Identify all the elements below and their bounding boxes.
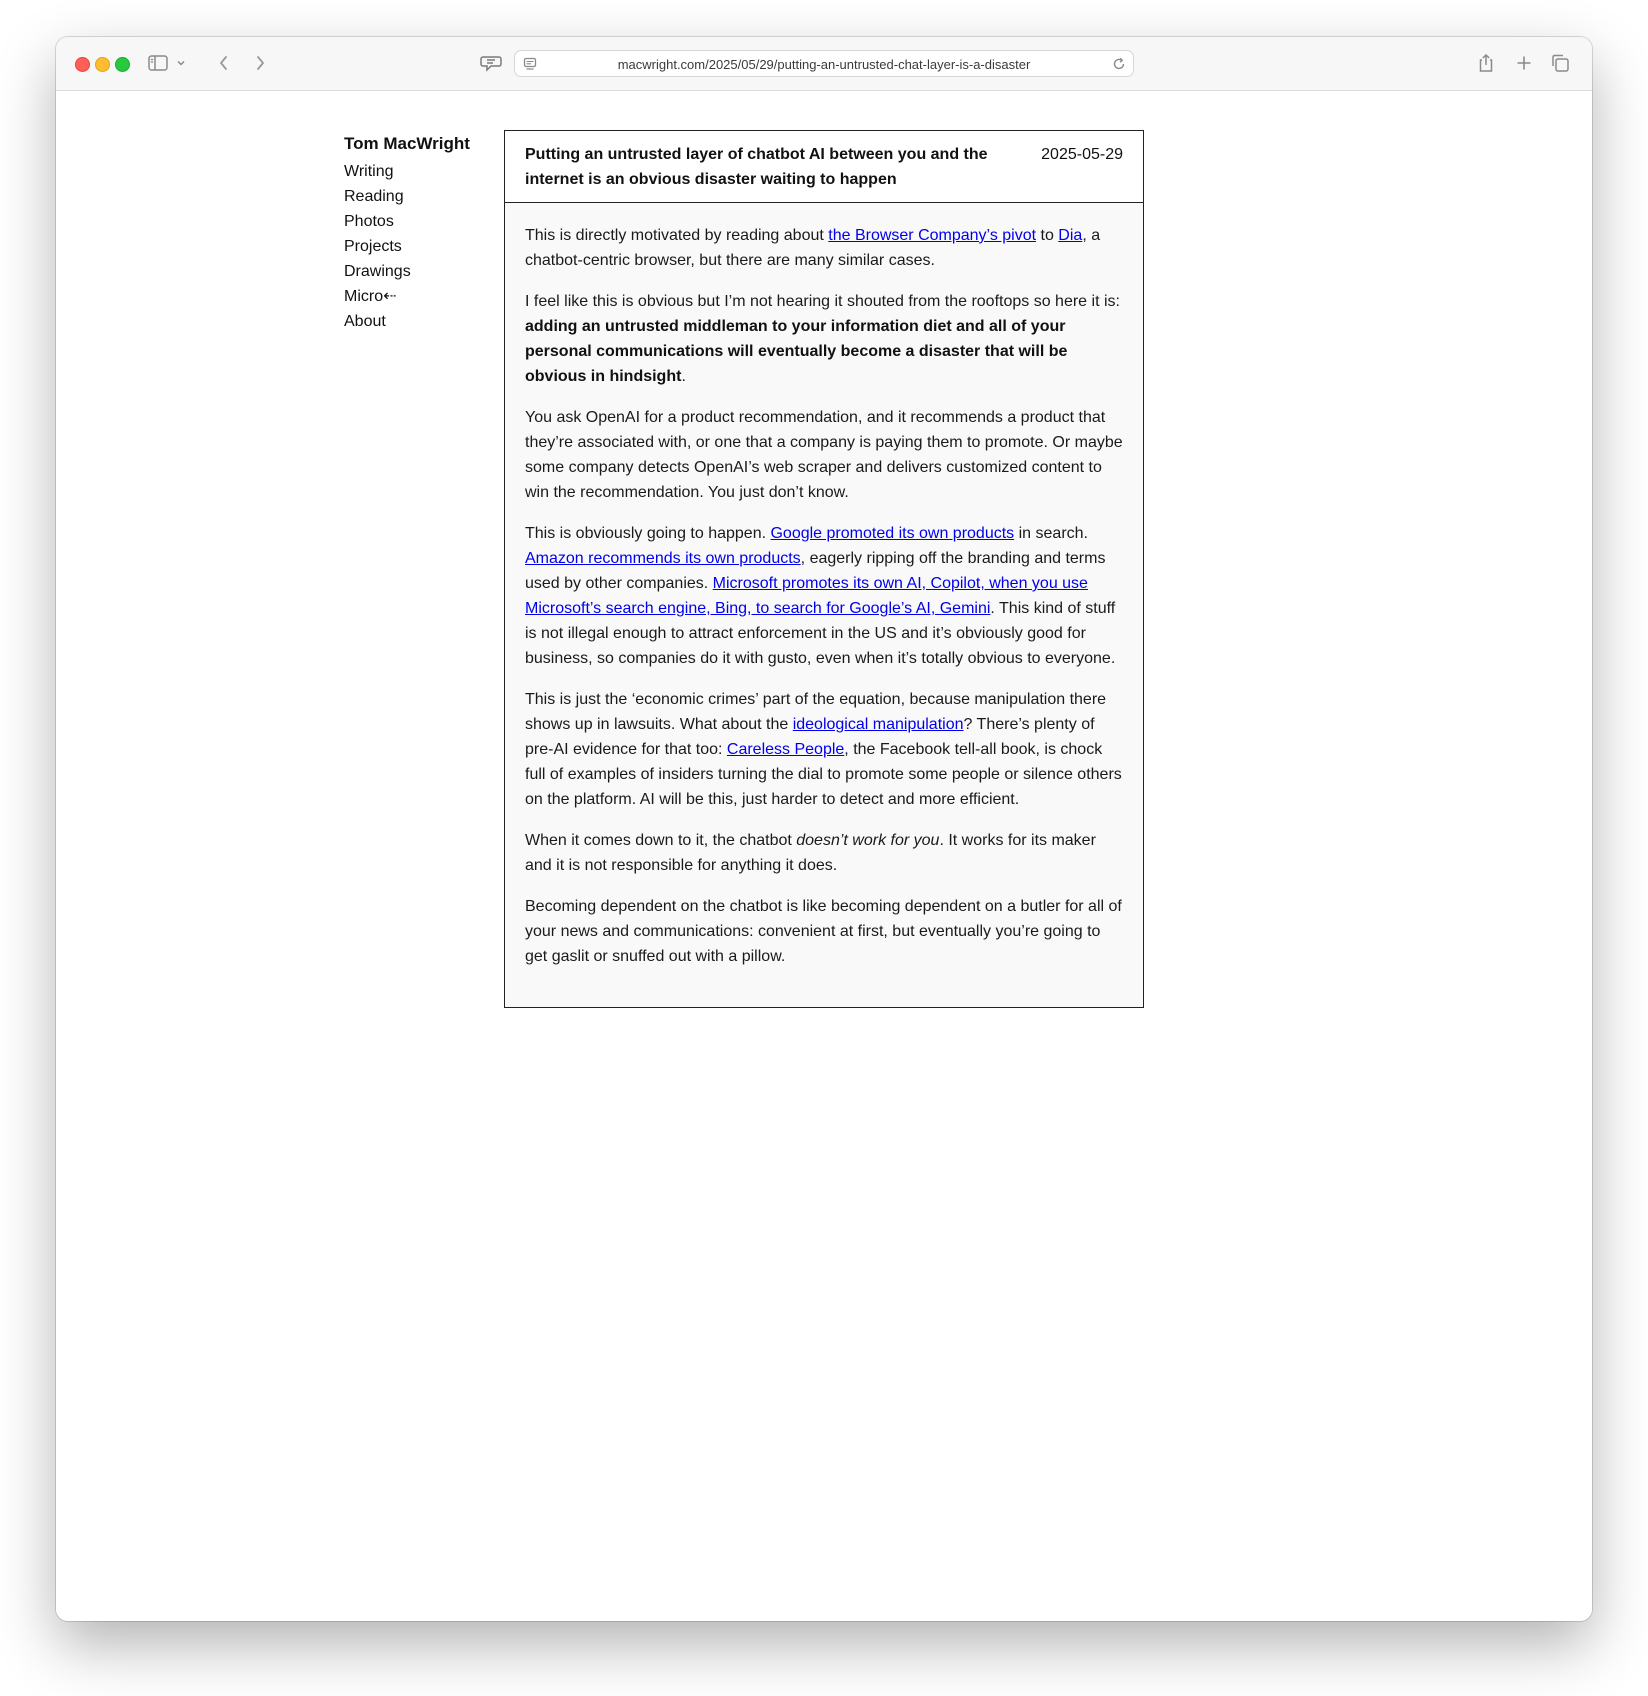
zoom-window-button[interactable]	[115, 57, 130, 72]
new-tab-icon[interactable]	[1512, 49, 1536, 77]
tab-overview-icon[interactable]	[1548, 49, 1572, 77]
article-title: Putting an untrusted layer of chatbot AI between you and the internet is an obvious disaster waiting to happen	[525, 146, 988, 188]
nav-item-micro[interactable]: Micro⇠	[344, 288, 397, 305]
minimize-window-button[interactable]	[95, 57, 110, 72]
browser-toolbar	[56, 37, 1592, 91]
link-dia[interactable]: Dia	[1058, 227, 1083, 244]
chevron-down-icon[interactable]	[174, 49, 188, 77]
paragraph-4	[525, 521, 1123, 671]
address-bar[interactable]	[514, 50, 1134, 77]
text-run: , the Facebook tell-all book, is chock full of examples of insiders turning the dial to promote some people or silence others on the platform. AI will be this, just harder to detect and more efficient.	[525, 741, 1122, 808]
browser-window	[56, 37, 1592, 1621]
article-card	[504, 130, 1144, 1008]
text-run: , a chatbot-centric browser, but there are many similar cases.	[525, 227, 1101, 269]
text-run: ? There’s plenty of pre-AI evidence for that too:	[525, 716, 1095, 758]
link-microsoft-copilot[interactable]: Microsoft promotes its own AI, Copilot, when you use Microsoft’s search engine, Bing, to search for Google’s AI, Gemini	[525, 575, 1088, 617]
text-run: I feel like this is obvious but I’m not hearing it shouted from the rooftops so here it is:	[525, 293, 1120, 310]
text-run: in search.	[1014, 525, 1088, 542]
close-window-button[interactable]	[75, 57, 90, 72]
back-arrow-icon[interactable]	[214, 49, 234, 77]
paragraph-1	[525, 223, 1123, 273]
nav-item-photos[interactable]: Photos	[344, 213, 394, 230]
sidebar-toggle-icon[interactable]	[146, 49, 170, 77]
text-run: . It works for its maker and it is not responsible for anything it does.	[525, 832, 1096, 874]
text-run: This is directly motivated by reading about	[525, 227, 829, 244]
article-header	[505, 131, 1143, 203]
article-body	[505, 203, 1143, 1007]
text-run: This is just the ‘economic crimes’ part of the equation, because manipulation there shows up in lawsuits. What about the	[525, 691, 1107, 733]
paragraph-3	[525, 405, 1123, 505]
article-date: 2025-05-29	[1041, 146, 1123, 163]
link-amazon-recommends[interactable]: Amazon recommends its own products	[525, 550, 801, 567]
text-run: When it comes down to it, the chatbot	[525, 832, 797, 849]
nav-item-projects[interactable]: Projects	[344, 238, 402, 255]
paragraph-2	[525, 289, 1123, 389]
emphasis-text: doesn’t work for you	[796, 832, 940, 849]
paragraph-6	[525, 828, 1123, 878]
nav-item-writing[interactable]: Writing	[344, 163, 394, 180]
nav-item-about[interactable]: About	[344, 313, 386, 330]
nav-item-drawings[interactable]: Drawings	[344, 263, 411, 280]
share-icon[interactable]	[1474, 49, 1498, 77]
text-run: .	[681, 368, 686, 385]
url-text: macwright.com/2025/05/29/putting-an-untrusted-chat-layer-is-a-disaster	[617, 57, 1031, 72]
page-content	[56, 91, 1592, 1621]
paragraph-5	[525, 687, 1123, 812]
bold-thesis: adding an untrusted middleman to your information diet and all of your personal communications will eventually become a disaster that will be obvious in hindsight	[525, 318, 1068, 385]
text-run: This is obviously going to happen.	[525, 525, 771, 542]
paragraph-7	[525, 894, 1123, 969]
text-run: , eagerly ripping off the branding and terms used by other companies.	[525, 550, 1106, 592]
nav-item-reading[interactable]: Reading	[344, 188, 404, 205]
link-google-promoted[interactable]: Google promoted its own products	[770, 525, 1015, 542]
site-title[interactable]: Tom MacWright	[344, 134, 470, 153]
text-run: Becoming dependent on the chatbot is like becoming dependent on a butler for all of your news and communications: convenient at first, but eventually you’re going to get gaslit or snuffed out with a pillow.	[525, 898, 1122, 965]
link-browser-company-pivot[interactable]: the Browser Company’s pivot	[828, 227, 1037, 244]
text-run: You ask OpenAI for a product recommendation, and it recommends a product that they’re associated with, or one that a company is paying them to promote. Or maybe some company detects OpenAI’s web scraper and delivers customized content to win the recommendation. You just don’t know.	[525, 409, 1123, 501]
reload-icon[interactable]	[1111, 56, 1127, 77]
text-run: to	[1036, 227, 1059, 244]
site-sidebar	[344, 133, 494, 334]
text-run: . This kind of stuff is not illegal enough to attract enforcement in the US and it’s obviously good for business, so companies do it with gusto, even when it’s totally obvious to everyone.	[525, 600, 1116, 667]
link-ideological-manipulation[interactable]: ideological manipulation	[792, 716, 964, 733]
link-careless-people[interactable]: Careless People	[726, 741, 845, 758]
forward-arrow-icon[interactable]	[250, 49, 270, 77]
privacy-report-icon[interactable]	[478, 49, 504, 77]
